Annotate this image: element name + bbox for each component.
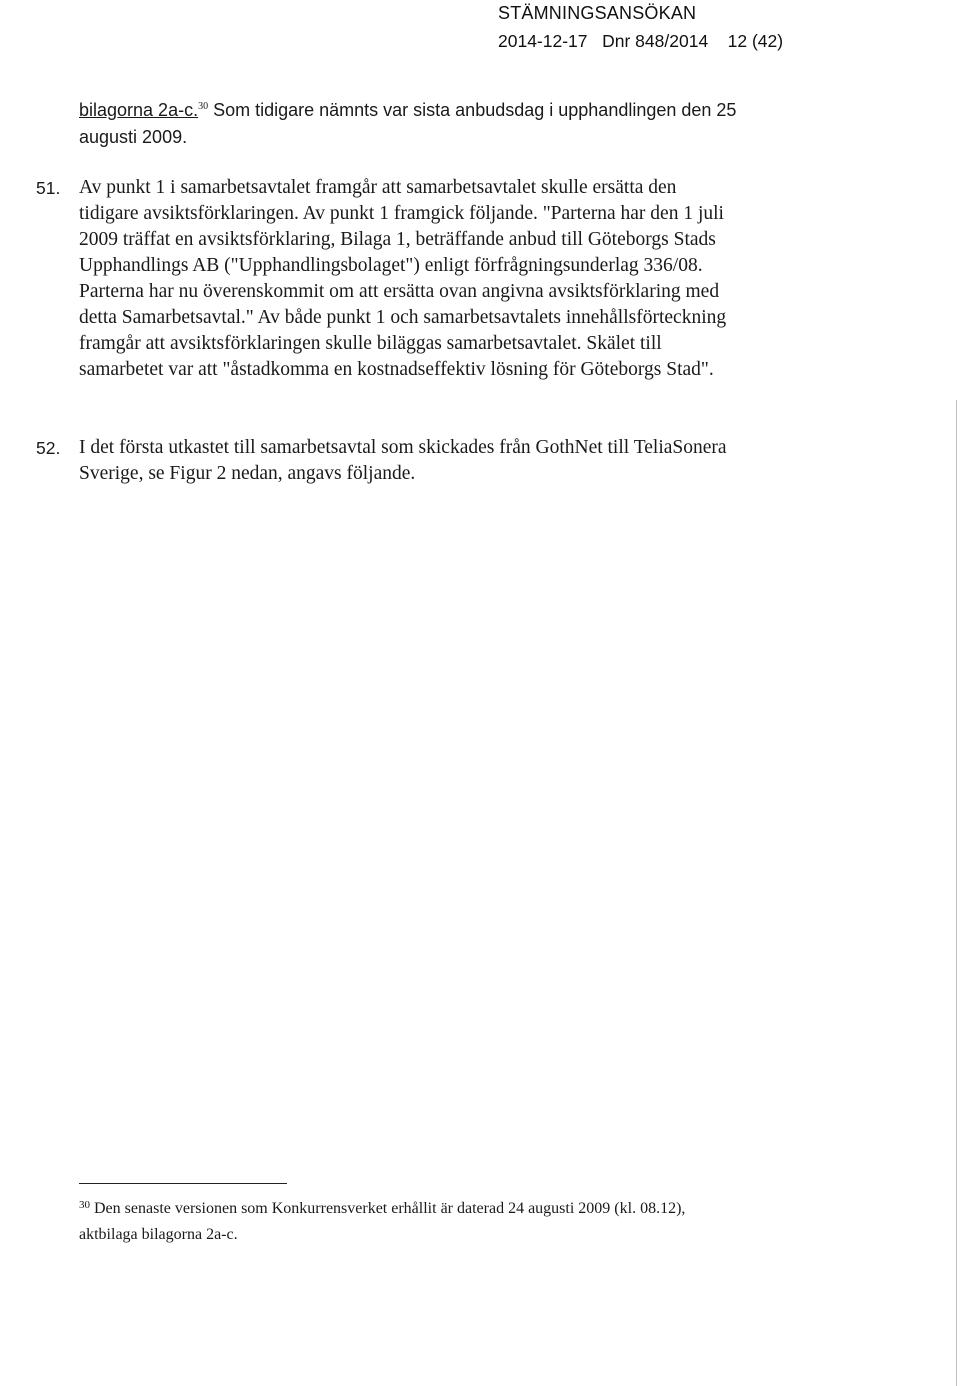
- continuation-sentence: Som tidigare nämnts var sista anbudsdag i upphandlingen den 25 augusti 2009.: [79, 100, 737, 147]
- attachment-reference: bilagorna 2a-c.: [79, 100, 199, 120]
- paragraph-number: 51.: [36, 178, 61, 198]
- paragraph-text: Av punkt 1 i samarbetsavtalet framgår att samarbetsavtalet skulle ersätta den tidigare avsiktsförklaringen. Av punkt 1 framgick följande. "Parterna har den 1 juli 2009 träffat en avsiktsförklaring, Bilaga 1, beträffande anbud till Göteborgs Stads Upphandlings AB ("Upphandlingsbolaget") enligt förfrågningsunderlag 336/08. Parterna har nu överenskommit om att ersätta ovan angivna avsiktsförklaring med detta Samarbetsavtal." Av både punkt 1 och samarbetsavtalets innehållsförteckning framgår att avsiktsförklaringen skulle biläggas samarbetsavtalet. Skälet till samarbetet var att "åstadkomma en kostnadseffektiv lösning för Göteborgs Stad".: [79, 177, 727, 380]
- footnote-text: Den senaste versionen som Konkurrensverket erhållit är daterad 24 augusti 2009 (kl. 08.12), aktbilaga bilagorna 2a-c.: [79, 1200, 686, 1243]
- scan-edge-line: [956, 400, 957, 1386]
- footnote-number: 30: [79, 1199, 90, 1211]
- page-number: 12 (42): [727, 31, 784, 51]
- document-meta: [498, 31, 783, 52]
- document-type: STÄMNINGSANSÖKAN: [498, 3, 697, 23]
- footnote-reference: 30: [198, 101, 209, 112]
- footnote-separator: [79, 1183, 287, 1184]
- footnote: [79, 1196, 739, 1248]
- paragraph-number: 52.: [36, 438, 61, 458]
- document-date: 2014-12-17: [498, 31, 588, 51]
- continuation-text: [79, 97, 739, 151]
- paragraph-text: I det första utkastet till samarbetsavtal som skickades från GothNet till TeliaSonera Sverige, se Figur 2 nedan, angavs följande.: [79, 437, 727, 484]
- case-number: Dnr 848/2014: [602, 31, 709, 51]
